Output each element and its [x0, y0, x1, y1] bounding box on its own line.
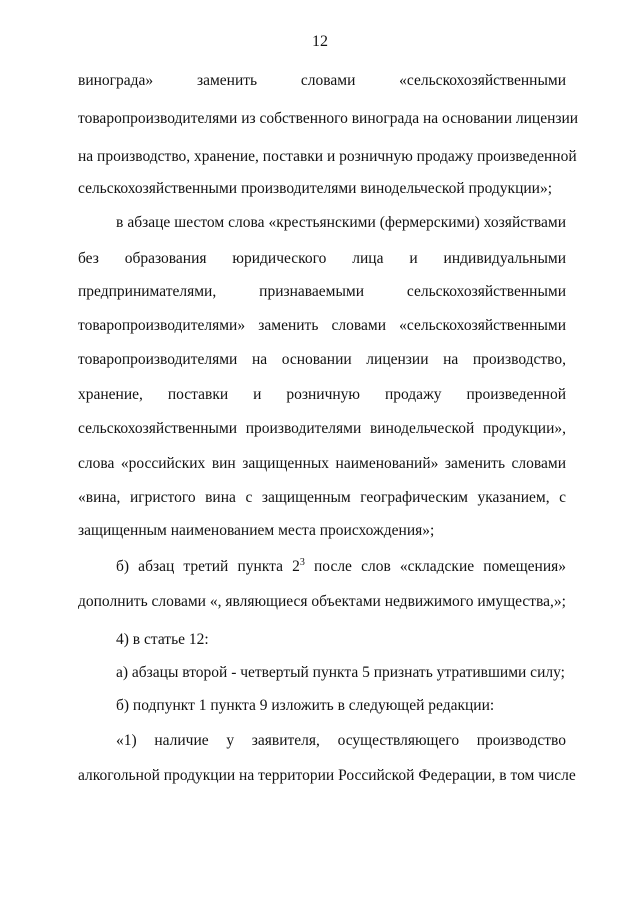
paragraph-line: 4) в статье 12:: [116, 631, 209, 648]
paragraph-line: в абзаце шестом слова «крестьянскими (фермерскими) хозяйствами: [116, 214, 566, 231]
paragraph-line: на производство, хранение, поставки и розничную продажу произведенной: [78, 148, 577, 165]
superscript: 3: [299, 557, 305, 568]
paragraph-line: слова «российских вин защищенных наименований» заменить словами: [78, 455, 566, 472]
paragraph-line: хранение, поставки и розничную продажу произведенной: [78, 386, 566, 403]
paragraph-line: предпринимателями, признаваемыми сельскохозяйственными: [78, 283, 566, 300]
paragraph-line: без образования юридического лица и индивидуальными: [78, 250, 566, 267]
paragraph-line: б) подпункт 1 пункта 9 изложить в следующей редакции:: [116, 697, 495, 714]
paragraph-line: винограда» заменить словами «сельскохозяйственными: [78, 72, 566, 89]
paragraph-line: защищенным наименованием места происхождения»;: [78, 522, 435, 539]
paragraph-line: а) абзацы второй - четвертый пункта 5 признать утратившими силу;: [116, 664, 565, 681]
paragraph-line: «вина, игристого вина с защищенным географическим указанием, с: [78, 489, 566, 506]
paragraph-line: товаропроизводителями» заменить словами «сельскохозяйственными: [78, 317, 566, 334]
paragraph-line: дополнить словами «, являющиеся объектами недвижимого имущества,»;: [78, 593, 566, 610]
paragraph-line: сельскохозяйственными производителями винодельческой продукции»;: [78, 180, 553, 197]
paragraph-line: товаропроизводителями из собственного винограда на основании лицензии: [78, 110, 579, 127]
paragraph-line: сельскохозяйственными производителями винодельческой продукции»,: [78, 420, 566, 437]
paragraph-line: алкогольной продукции на территории Российской Федерации, в том числе: [78, 767, 576, 784]
paragraph-line: «1) наличие у заявителя, осуществляющего производство: [116, 732, 566, 749]
line-text-after-superscript: после слов «складские помещения»: [304, 558, 566, 575]
paragraph-line: товаропроизводителями на основании лицензии на производство,: [78, 351, 566, 368]
line-text-before-superscript: б) абзац третий пункта 2: [116, 558, 300, 575]
paragraph-line: [116, 556, 566, 578]
page-number: 12: [312, 33, 328, 50]
